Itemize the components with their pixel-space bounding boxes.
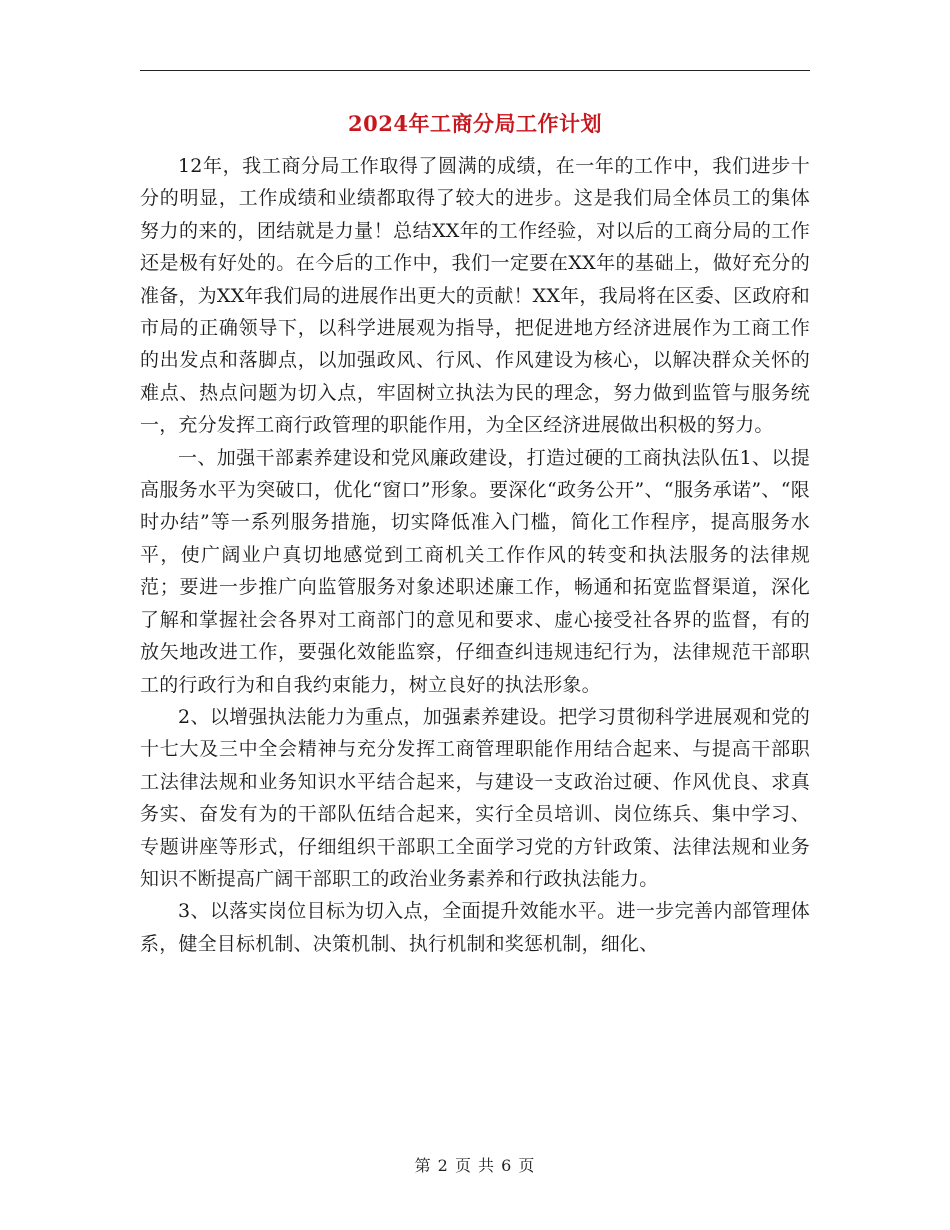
paragraph-intro: 12年，我工商分局工作取得了圆满的成绩，在一年的工作中，我们进步十分的明显，工作成绩和业绩都取得了较大的进步。这是我们局全体员工的集体努力的来的，团结就是力量！总结XX年的工作经验，对以后的工商分局的工作还是极有好处的。在今后的工作中，我们一定要在XX年的基础上，做好充分的准备，为XX年我们局的进展作出更大的贡献！XX年，我局将在区委、区政府和市局的正确领导下，以科学进展观为指导，把促进地方经济进展作为工商工作的出发点和落脚点，以加强政风、行风、作风建设为核心，以解决群众关怀的难点、热点问题为切入点，牢固树立执法为民的理念，努力做到监管与服务统一，充分发挥工商行政管理的职能作用，为全区经济进展做出积极的努力。: [140, 155, 810, 437]
paragraph-section-3: 3、以落实岗位目标为切入点，全面提升效能水平。进一步完善内部管理体系，健全目标机制、决策机制、执行机制和奖惩机制，细化、: [140, 900, 810, 955]
document-body: [140, 150, 810, 960]
document-title: 2024年工商分局工作计划: [348, 111, 602, 136]
page-number: 第 2 页 共 6 页: [414, 1156, 536, 1175]
paragraph-section-1: 一、加强干部素养建设和党风廉政建设，打造过硬的工商执法队伍1、以提高服务水平为突破口，优化“窗口”形象。要深化“政务公开”、“服务承诺”、“限时办结”等一系列服务措施，切实降低准入门槛，简化工作程序，提高服务水平，使广阔业户真切地感觉到工商机关工作作风的转变和执法服务的法律规范；要进一步推广向监管服务对象述职述廉工作，畅通和拓宽监督渠道，深化了解和掌握社会各界对工商部门的意见和要求、虚心接受社各界的监督，有的放矢地改进工作，要强化效能监察，仔细查纠违规违纪行为，法律规范干部职工的行政行为和自我约束能力，树立良好的执法形象。: [140, 446, 810, 696]
paragraph-section-2: 2、以增强执法能力为重点，加强素养建设。把学习贯彻科学进展观和党的十七大及三中全会精神与充分发挥工商管理职能作用结合起来、与提高干部职工法律法规和业务知识水平结合起来，与建设一支政治过硬、作风优良、求真务实、奋发有为的干部队伍结合起来，实行全员培训、岗位练兵、集中学习、专题讲座等形式，仔细组织干部职工全面学习党的方针政策、法律法规和业务知识不断提高广阔干部职工的政治业务素养和行政执法能力。: [140, 705, 810, 890]
header-rule: [140, 70, 810, 71]
